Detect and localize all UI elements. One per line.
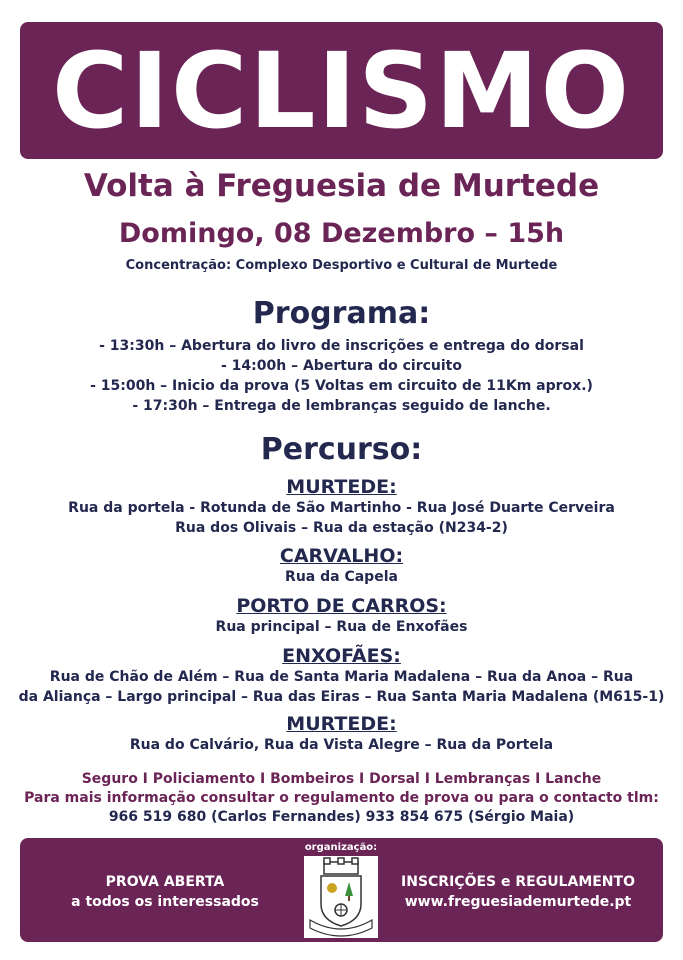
percurso-section-carvalho xyxy=(0,545,683,587)
programa-heading: Programa: xyxy=(252,296,431,331)
percurso-section-murtede xyxy=(0,476,683,538)
percurso-section-enxofaes xyxy=(0,645,683,707)
percurso-section-murtede-final xyxy=(0,713,683,755)
parish-crest-logo xyxy=(304,856,378,938)
registration-info xyxy=(393,872,643,912)
programa-list xyxy=(0,336,683,416)
services-line: Seguro I Policiamento I Bombeiros I Dorsal I Lembranças I Lanche xyxy=(81,771,602,787)
open-race-subtitle: a todos os interessados xyxy=(71,894,259,910)
event-date: Domingo, 08 Dezembro – 15h xyxy=(118,218,565,249)
place-name: ENXOFÃES: xyxy=(282,645,401,667)
place-name: MURTEDE: xyxy=(286,713,397,735)
street-line: Rua do Calvário, Rua da Vista Alegre – Rua da Portela xyxy=(129,737,554,753)
place-name: CARVALHO: xyxy=(279,545,404,567)
programa-item: - 17:30h – Entrega de lembranças seguido de lanche. xyxy=(132,398,551,414)
percurso-heading: Percurso: xyxy=(260,432,423,467)
organizer-label: organização: xyxy=(304,842,378,853)
programa-item: - 13:30h – Abertura do livro de inscrições e entrega do dorsal xyxy=(99,338,584,354)
event-subtitle: Volta à Freguesia de Murtede xyxy=(83,168,600,204)
programa-item: - 15:00h – Inicio da prova (5 Voltas em circuito de 11Km aprox.) xyxy=(90,378,593,394)
phone-line: 966 519 680 (Carlos Fernandes) 933 854 675 (Sérgio Maia) xyxy=(108,809,575,825)
street-line: Rua dos Olivais – Rua da estação (N234-2) xyxy=(175,520,508,536)
street-line: Rua da portela - Rotunda de São Martinho - Rua José Duarte Cerveira xyxy=(68,500,615,516)
registration-title: INSCRIÇÕES e REGULAMENTO xyxy=(401,874,635,890)
street-line: da Aliança – Largo principal – Rua das Eiras – Rua Santa Maria Madalena (M615-1) xyxy=(18,689,665,705)
footer-info xyxy=(0,770,683,827)
street-line: Rua principal – Rua de Enxofães xyxy=(215,619,468,635)
programa-item: - 14:00h – Abertura do circuito xyxy=(221,358,462,374)
website-link[interactable]: www.freguesiademurtede.pt xyxy=(404,894,632,910)
percurso-section-porto-de-carros xyxy=(0,595,683,637)
title-banner xyxy=(20,22,663,159)
open-race-title: PROVA ABERTA xyxy=(105,874,225,890)
meeting-point: Concentração: Complexo Desportivo e Cultural de Murtede xyxy=(125,258,558,273)
page-title: CICLISMO xyxy=(51,29,632,152)
place-name: MURTEDE: xyxy=(286,476,397,498)
bottom-bar xyxy=(20,838,663,942)
street-line: Rua da Capela xyxy=(285,569,398,585)
organizer-block xyxy=(291,842,391,938)
place-name: PORTO DE CARROS: xyxy=(236,595,447,617)
info-line: Para mais informação consultar o regulamento de prova ou para o contacto tlm: xyxy=(24,790,659,806)
street-line: Rua de Chão de Além – Rua de Santa Maria Madalena – Rua da Anoa – Rua xyxy=(49,669,634,685)
open-race-note xyxy=(40,872,290,912)
